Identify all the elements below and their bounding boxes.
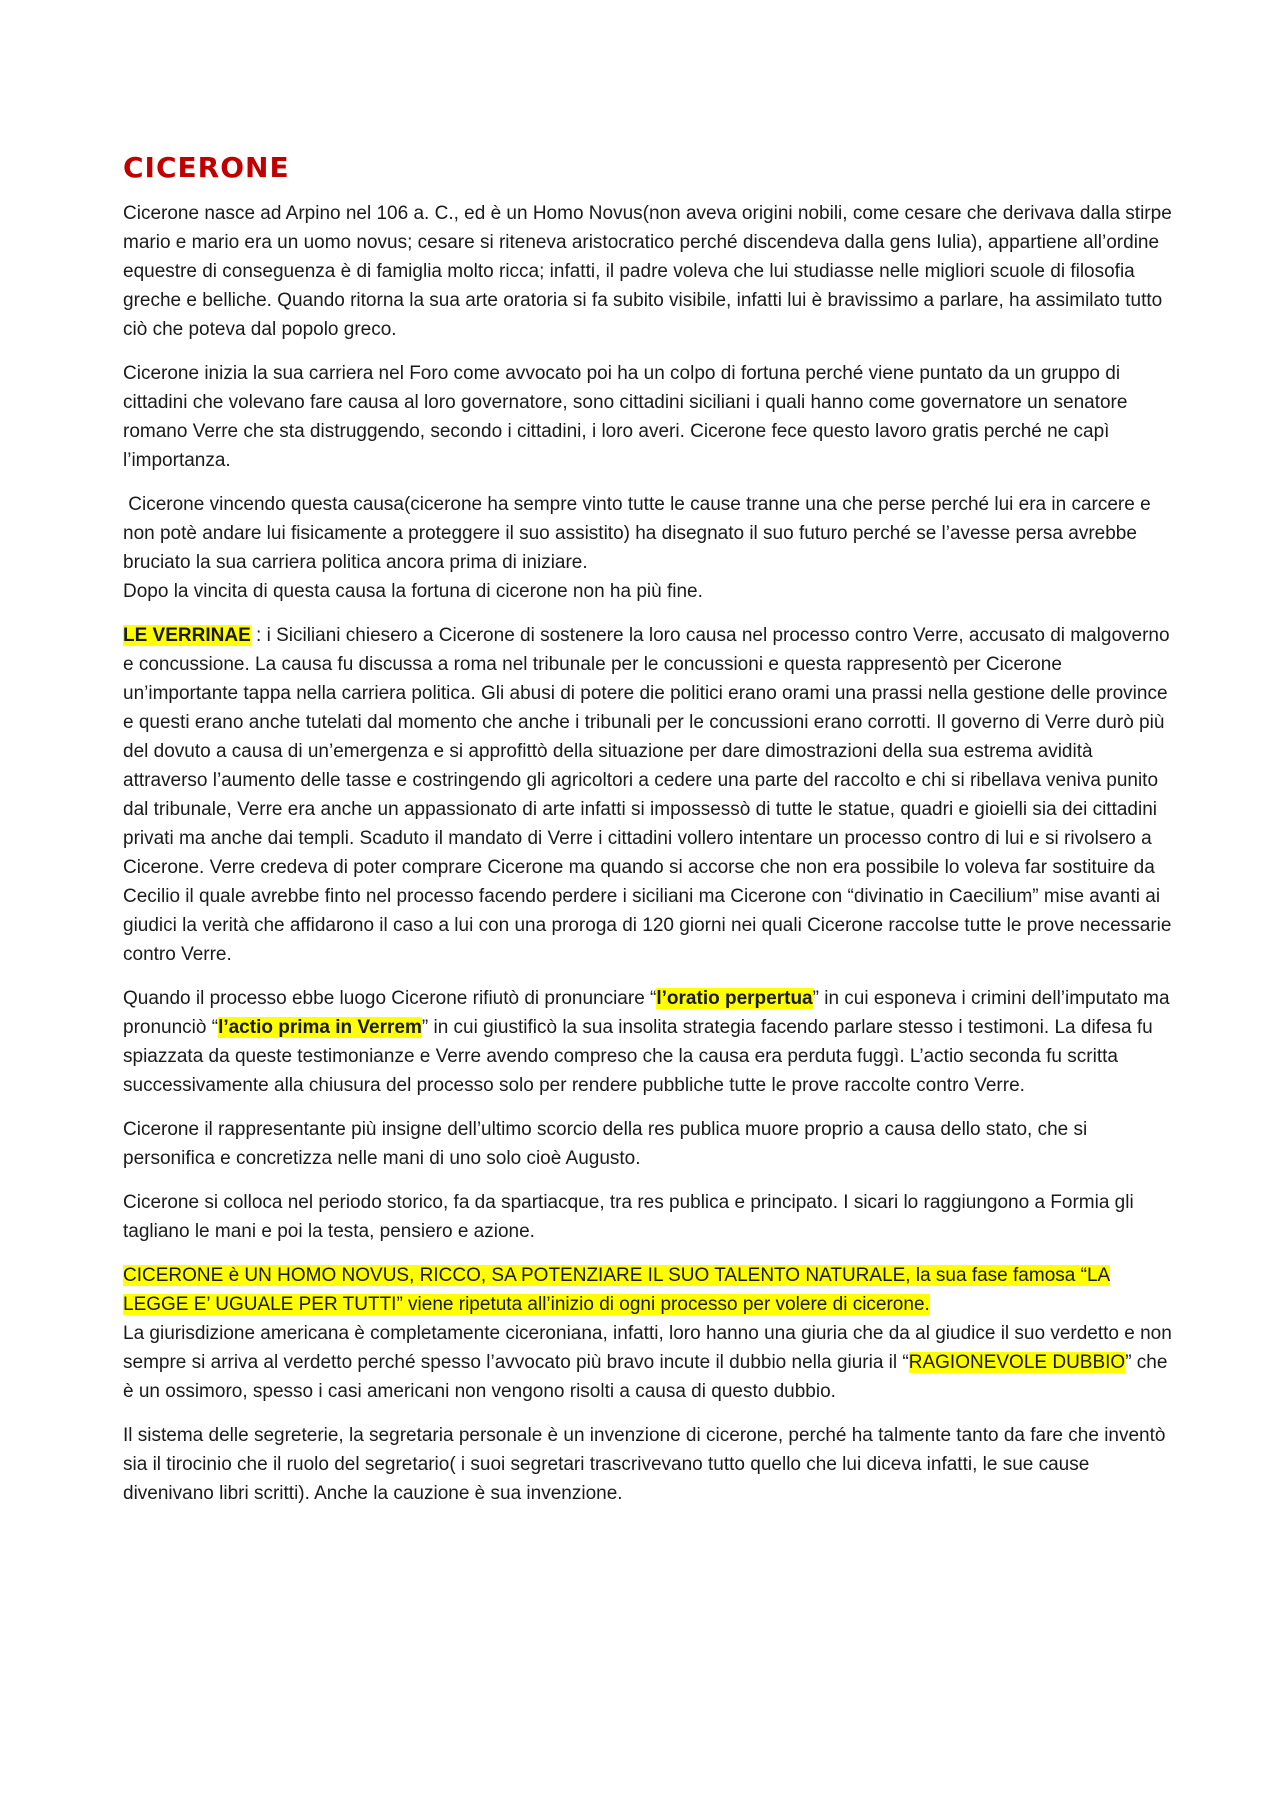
document-title: CICERONE [123, 151, 290, 184]
ragionevole-dubbio-highlight: RAGIONEVOLE DUBBIO [908, 1352, 1126, 1373]
victory-text: Cicerone vincendo questa causa(cicerone ha sempre vinto tutte le cause tranne una che perse perché lui era in carcere e non potè andare lui fisicamente a proteggere il suo assistito) ha disegnato il suo futuro perché se l’avesse persa avrebbe bruciato la sua carriera politica ancora prima di iniziare. [123, 494, 1156, 573]
trial-text-2: ” in cui esponeva i crimini dell’imputato ma pronunciò “ [123, 988, 1170, 1038]
paragraph-career: Cicerone inizia la sua carriera nel Foro come avvocato poi ha un colpo di fortuna perché viene puntato da un gruppo di cittadini che volevano fare causa al loro governatore, sono cittadini siciliani i quali hanno come governatore un senatore romano Verre che sta distruggendo, secondo i cittadini, i loro averi. Cicerone fece questo lavoro gratis perché ne capì l’importanza. [123, 363, 1128, 471]
paragraph-historical: Cicerone si colloca nel periodo storico, fa da spartiacque, tra res publica e principato. I sicari lo raggiungono a Formia gli tagliano le mani e poi la testa, pensiero e azione. [123, 1192, 1134, 1242]
jurisdiction-text-1: La giurisdizione americana è completamente ciceroniana, infatti, loro hanno una giuria che da al giudice il suo verdetto e non sempre si arriva al verdetto perché spesso l’avvocato più bravo incute il dubbio nella giuria il “ [123, 1323, 1172, 1373]
paragraph-trial [123, 984, 1175, 1100]
actio-prima-highlight: l’actio prima in Verrem [218, 1017, 422, 1038]
verrinae-label: LE VERRINAE [123, 625, 251, 646]
verrinae-text: : i Siciliani chiesero a Cicerone di sostenere la loro causa nel processo contro Verre, accusato di malgoverno e concussione. La causa fu discussa a roma nel tribunale per le concussioni e questa rappresentò per Cicerone un’importante tappa nella carriera politica. Gli abusi di potere die politici erano orami una prassi nella gestione delle province e questi erano anche tutelati dal momento che anche i tribunali per le concussioni erano corrotti. Il governo di Verre durò più del dovuto a causa di un’emergenza e si approfittò della situazione per dare dimostrazioni della sua estrema avidità attraverso l’aumento delle tasse e costringendo gli agricoltori a cedere una parte del raccolto e chi si ribellava veniva punito dal tribunale, Verre era anche un appassionato di arte infatti si impossessò di tutte le statue, quadri e gioielli sia dei cittadini privati ma anche dai templi. Scaduto il mandato di Verre i cittadini vollero intentare un processo contro di lui e si rivolsero a Cicerone. Verre credeva di poter comprare Cicerone ma quando si accorse che non era possibile lo voleva far sostituire da Cecilio il quale avrebbe finto nel processo facendo perdere i siciliani ma Cicerone con “divinatio in Caecilium” mise avanti ai giudici la verità che affidarono il caso a lui con una proroga di 120 giorni nei quali Cicerone raccolse tutte le prove necessarie contro Verre. [123, 625, 1172, 965]
homo-novus-highlight: CICERONE è UN HOMO NOVUS, RICCO, SA POTENZIARE IL SUO TALENTO NATURALE, la sua fase famosa “LA LEGGE E’ UGUALE PER TUTTI” viene ripetuta all’inizio di ogni processo per volere di cicerone. [123, 1265, 1111, 1315]
paragraph-verrinae [123, 621, 1175, 969]
document-page [123, 150, 1175, 1523]
jurisdiction-text-2: ” che è un ossimoro, spesso i casi americani non vengono risolti a causa di questo dubbio. [123, 1352, 1168, 1402]
paragraph-secretaries: Il sistema delle segreterie, la segretaria personale è un invenzione di cicerone, perché ha talmente tanto da fare che inventò sia il tirocinio che il ruolo del segretario( i suoi segretari trascrivevano tutto quello che lui diceva infatti, le sue cause divenivano libri scritti). Anche la cauzione è sua invenzione. [123, 1425, 1166, 1504]
victory-followup: Dopo la vincita di questa causa la fortuna di cicerone non ha più fine. [123, 581, 703, 602]
paragraph-death: Cicerone il rappresentante più insigne dell’ultimo scorcio della res publica muore proprio a causa dello stato, che si personifica e concretizza nelle mani di uno solo cioè Augusto. [123, 1119, 1088, 1169]
trial-text-3: ” in cui giustificò la sua insolita strategia facendo parlare stesso i testimoni. La difesa fu spiazzata da queste testimonianze e Verre avendo compreso che la causa era perduta fuggì. L’actio seconda fu scritta successivamente alla chiusura del processo solo per rendere pubbliche tutte le prove raccolte contro Verre. [123, 1017, 1153, 1096]
american-jurisdiction [123, 1319, 1175, 1406]
oratio-perpertua-highlight: l’oratio perpertua [656, 988, 813, 1009]
paragraph-homo-novus [123, 1261, 1175, 1406]
paragraph-victory [123, 490, 1175, 606]
paragraph-birth: Cicerone nasce ad Arpino nel 106 a. C., ed è un Homo Novus(non aveva origini nobili, come cesare che derivava dalla stirpe mario e mario era un uomo novus; cesare si riteneva aristocratico perché discendeva dalla gens Iulia), appartiene all’ordine equestre di conseguenza è di famiglia molto ricca; infatti, il padre voleva che lui studiasse nelle migliori scuole di filosofia greche e belliche. Quando ritorna la sua arte oratoria si fa subito visibile, infatti lui è bravissimo a parlare, ha assimilato tutto ciò che poteva dal popolo greco. [123, 203, 1172, 340]
trial-text-1: Quando il processo ebbe luogo Cicerone rifiutò di pronunciare “ [123, 988, 657, 1009]
